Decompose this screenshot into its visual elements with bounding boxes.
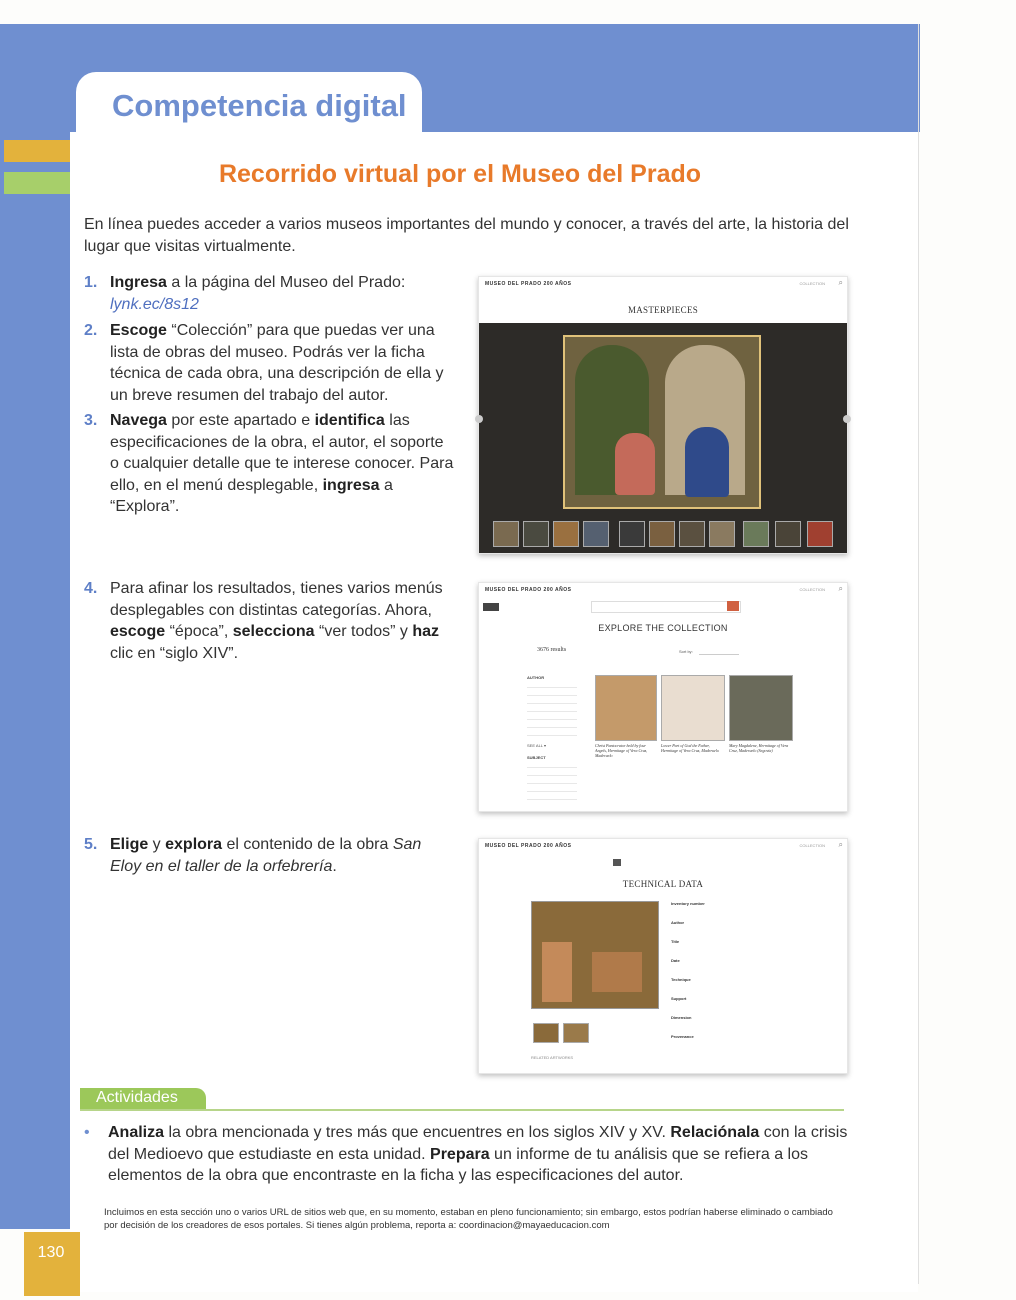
filter-heading-subject: SUBJECT (527, 755, 546, 760)
step-2 (84, 320, 456, 406)
painting-figure (592, 952, 642, 992)
related-thumbnail[interactable] (533, 1023, 559, 1043)
search-icon: ⌕ (838, 840, 843, 849)
step-number: 4. (84, 580, 98, 597)
technical-fields (671, 901, 821, 1039)
bullet-icon: • (84, 1124, 90, 1141)
step-text: y (148, 836, 166, 853)
field-label: Provenance (671, 1034, 694, 1039)
activity-text (108, 1122, 850, 1187)
site-logo: MUSEO DEL PRADO 200 AÑOS (485, 281, 572, 287)
collection-search-input[interactable] (591, 601, 741, 613)
field-label: Dimension (671, 1015, 692, 1020)
step-number: 1. (84, 274, 98, 291)
thumbnail[interactable] (807, 521, 833, 547)
page-number-box (24, 1232, 80, 1296)
collection-search-button[interactable] (727, 601, 739, 611)
carousel-next[interactable] (843, 415, 851, 423)
activity-span: con la crisis del Medioevo que estudiaste en esta unidad. (108, 1124, 848, 1163)
step-verb: identifica (314, 412, 385, 429)
field-label: Date (671, 958, 680, 963)
step-text: por este apartado e (166, 412, 315, 429)
activity-verb: Prepara (430, 1145, 490, 1163)
step-5 (84, 834, 456, 877)
yellow-marker (4, 140, 70, 162)
site-menu: COLLECTION (799, 281, 825, 286)
field-label: Author (671, 920, 685, 925)
search-icon: ⌕ (838, 584, 843, 593)
thumbnail[interactable] (619, 521, 645, 547)
step-verb: Navega (110, 412, 167, 429)
museum-link[interactable]: lynk.ec/8s12 (110, 295, 199, 313)
step-verb: ingresa (322, 476, 380, 494)
subject-filter-list[interactable] (527, 763, 577, 803)
step-text: a “Explora”. (110, 476, 393, 515)
thumbnail[interactable] (743, 521, 769, 547)
site-logo: MUSEO DEL PRADO 200 AÑOS (485, 843, 572, 849)
activity-span: un informe de tu análisis que se refiera a los elementos de la obra que encontraste en la ficha y las especificaciones del autor. (108, 1145, 809, 1184)
step-verb: Ingresa (110, 274, 167, 291)
activity-span: la obra mencionada y tres más que encuentres en los siglos XIV y XV. (164, 1124, 671, 1141)
screenshot-technical-data (478, 838, 848, 1074)
thumbnail[interactable] (523, 521, 549, 547)
field-label: Support (671, 996, 687, 1001)
step-number: 3. (84, 412, 98, 429)
filter-heading: AUTHOR (527, 675, 545, 680)
step-number: 5. (84, 836, 98, 853)
activities-label: Actividades (96, 1089, 178, 1106)
thumbnail[interactable] (775, 521, 801, 547)
site-logo: MUSEO DEL PRADO 200 AÑOS (485, 587, 572, 593)
step-verb: haz (412, 623, 440, 640)
step-text: “época”, (165, 623, 233, 640)
field-label: Inventory number (671, 901, 705, 906)
page-number: 130 (37, 1244, 65, 1261)
result-card-image[interactable] (661, 675, 725, 741)
breadcrumb-icon[interactable] (613, 859, 621, 866)
thumbnail[interactable] (583, 521, 609, 547)
step-text: “Colección” para que puedas ver una lista de obras del museo. Podrás ver la ficha técnica de cada obra, una descripción de ella y un breve resumen del trabajo del autor. (110, 322, 444, 404)
carousel-prev[interactable] (475, 415, 483, 423)
sort-label: Sort by: (679, 649, 693, 654)
page-heading: Recorrido virtual por el Museo del Prado (218, 160, 702, 188)
step-text: las especificaciones de la obra, el autor, el soporte o cualquier detalle que te interese conocer. Para ello, en el menú desplegable, (110, 412, 454, 494)
search-icon: ⌕ (838, 278, 843, 287)
step-text: “ver todos” y (314, 623, 413, 640)
step-verb: Escoge (110, 322, 167, 339)
explore-heading: EXPLORE THE COLLECTION (598, 623, 728, 633)
field-label: Title (671, 939, 680, 944)
activity-verb: Relaciónala (670, 1124, 760, 1141)
step-1 (84, 272, 456, 315)
green-marker (4, 172, 70, 194)
step-number: 2. (84, 322, 98, 339)
step-text: Para afinar los resultados, tienes varios menús desplegables con distintas categorías. Ahora, (110, 580, 443, 619)
step-verb: explora (165, 836, 223, 853)
results-count: 3676 results (537, 647, 567, 653)
screenshot-explore-collection (478, 582, 848, 812)
step-text: a la página del Museo del Prado: (166, 274, 406, 291)
result-caption[interactable]: Mary Magdalene, Hermitage of Vera Cruz, Maderuelo (Segovia) (729, 743, 789, 753)
site-menu: COLLECTION (799, 843, 825, 848)
thumbnail[interactable] (493, 521, 519, 547)
result-card-image[interactable] (729, 675, 793, 741)
see-all-link[interactable]: SEE ALL ▾ (527, 743, 546, 748)
step-text: clic en “siglo XIV”. (110, 644, 239, 662)
step-text: el contenido de la obra (222, 836, 393, 853)
activities-divider (80, 1109, 844, 1111)
footnote: Incluimos en esta sección uno o varios URL de sitios web que, en su momento, estaban en pleno funcionamiento; sin embargo, estos podrían haberse eliminado o cambiado por decisión de los creadores de esos portales. Si tienes algún problema, reporta a: coordinacion@mayaeducacion.com (104, 1207, 833, 1231)
left-margin-band (0, 24, 70, 1229)
artwork-title: San Eloy en el taller de la orfebrería (110, 836, 422, 875)
activity-verb: Analiza (108, 1124, 165, 1141)
step-verb: Elige (110, 836, 149, 853)
carousel-stage (479, 323, 847, 553)
author-filter-list[interactable] (527, 683, 577, 739)
related-thumbnail[interactable] (563, 1023, 589, 1043)
step-verb: selecciona (232, 623, 315, 640)
site-menu: COLLECTION (799, 587, 825, 592)
painting-figure (542, 942, 572, 1002)
step-verb: escoge (110, 623, 166, 640)
thumbnail[interactable] (709, 521, 735, 547)
result-caption[interactable]: Lower Part of God the Father, Hermitage of Vera Cruz, Maderuelo (661, 743, 719, 753)
screenshot-masterpieces (478, 276, 848, 554)
thumbnail[interactable] (649, 521, 675, 547)
section-title: Competencia digital (112, 88, 407, 123)
intro-paragraph: En línea puedes acceder a varios museos importantes del mundo y conocer, a través del arte, la historia del lugar que visitas virtualmente. (84, 216, 849, 255)
annunciation-painting (563, 335, 761, 509)
step-3 (84, 410, 456, 518)
painting-figure-red (615, 433, 655, 495)
page-edge (918, 24, 919, 1284)
thumbnail[interactable] (679, 521, 705, 547)
related-artworks-label: RELATED ARTWORKS (531, 1055, 574, 1060)
step-4 (84, 578, 456, 664)
result-card-image[interactable] (595, 675, 657, 741)
view-toggle[interactable] (483, 603, 499, 611)
san-eloy-painting[interactable] (531, 901, 659, 1009)
step-text: . (332, 857, 337, 875)
result-caption[interactable]: Christ Pantocrator held by four Angels, Hermitage of Vera Cruz, Maderuelo (595, 743, 648, 758)
sort-select[interactable] (699, 649, 739, 655)
thumbnail[interactable] (553, 521, 579, 547)
masterpieces-heading: MASTERPIECES (627, 305, 699, 315)
technical-data-heading: TECHNICAL DATA (622, 879, 704, 889)
painting-figure-blue (685, 427, 729, 497)
field-label: Technique (671, 977, 691, 982)
